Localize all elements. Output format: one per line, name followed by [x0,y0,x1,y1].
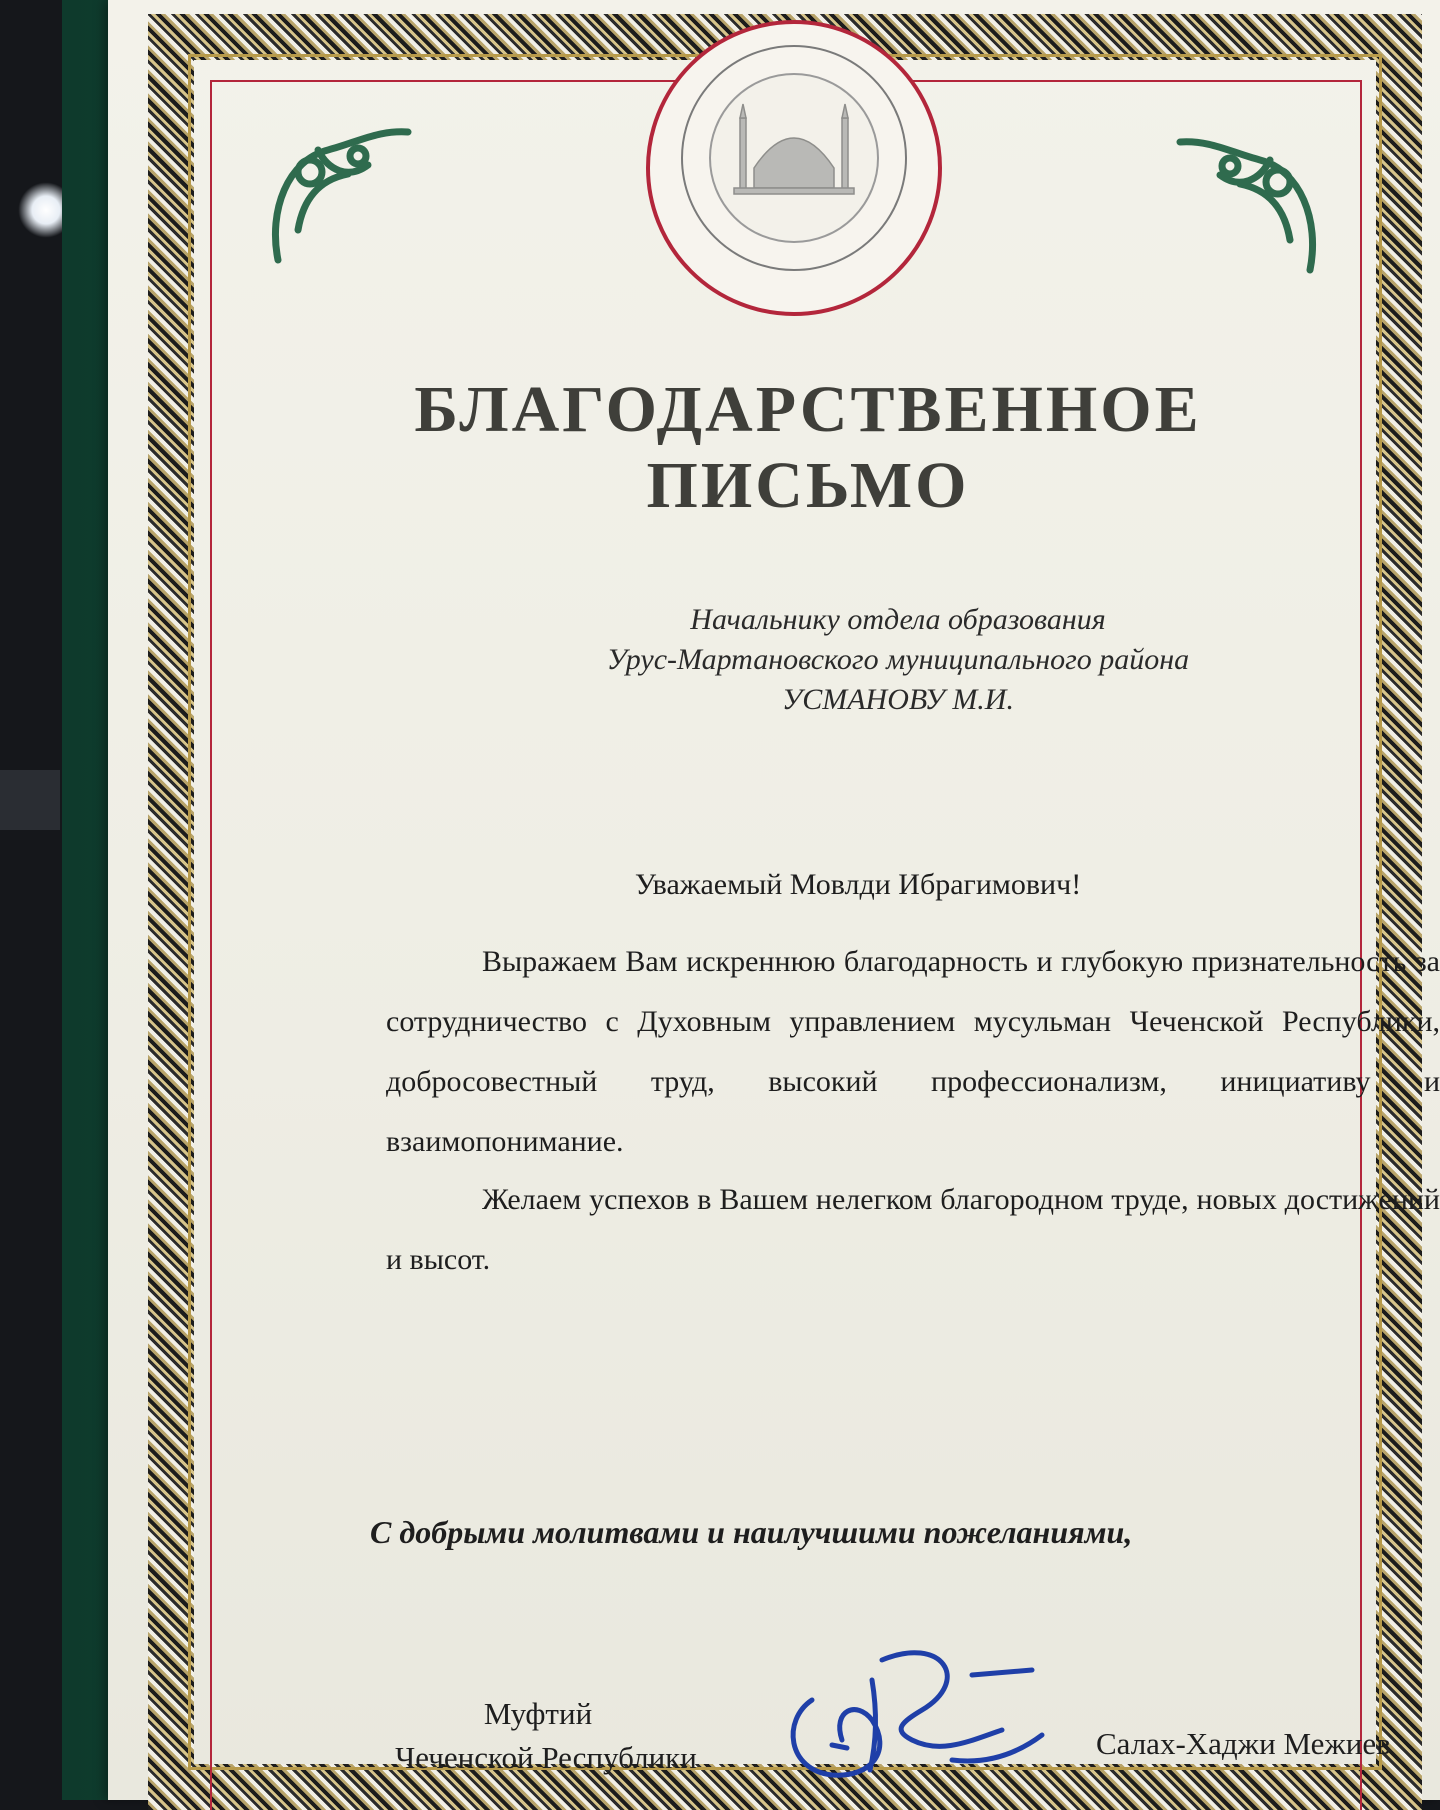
signatory-title-line1: Муфтий [483,1696,593,1731]
addressee-position: Начальнику отдела образования [690,603,1106,636]
background-wall [0,770,60,830]
body-paragraph-2: Желаем успехов в Вашем нелегком благородном труде, новых достижений и высот. [386,1183,1440,1276]
body-paragraph-1: Выражаем Вам искреннюю благодарность и глубокую признательность за сотрудничество с Духовным управлением мусульман Чеченской Республики, добросовестный труд, высокий профессионализм, инициативу и взаимопонимание. [386,945,1440,1158]
addressee-name: УСМАНОВУ М.И. [782,683,1014,716]
signatory-name: Салах-Хаджи Межиев [1096,1726,1391,1761]
signatory-title-line2: Чеченской Республики [395,1740,697,1775]
letter-title-line1: БЛАГОДАРСТВЕННОЕ [414,373,1202,446]
handwritten-signature [772,1640,1052,1790]
greeting: Уважаемый Мовлди Ибрагимович! [634,868,1082,901]
addressee-district: Урус-Мартановского муниципального района [606,643,1190,676]
corner-ornament-top-right [1160,120,1330,290]
emblem [644,18,944,318]
closing-line: С добрыми молитвами и наилучшими пожеланиями, [370,1514,1133,1550]
corner-ornament-top-left [258,110,428,280]
letter-title-line2: ПИСЬМО [646,449,970,522]
letter-sheet [108,0,1440,1800]
